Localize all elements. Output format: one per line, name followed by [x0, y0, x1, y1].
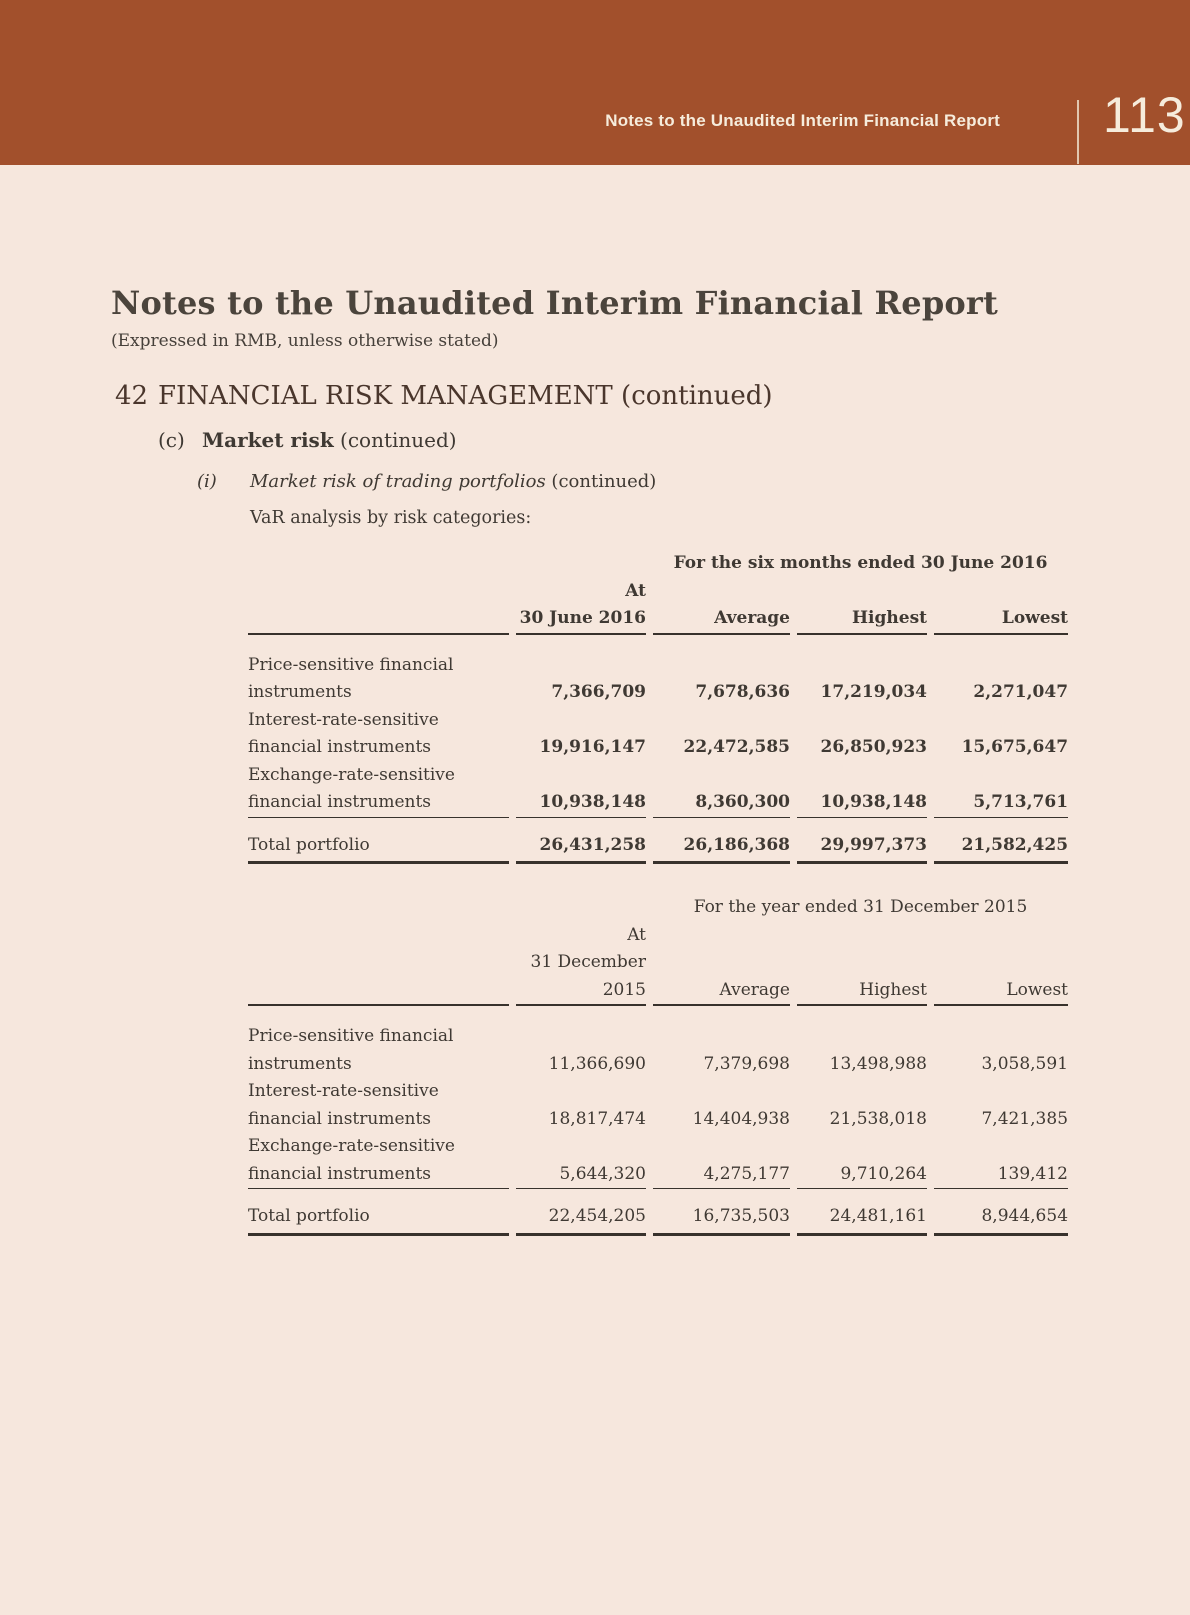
table-intro-text: VaR analysis by risk categories:	[250, 508, 532, 528]
period-label: For the six months ended 30 June 2016	[673, 553, 1048, 573]
total-value-cell: 26,186,368	[653, 818, 790, 865]
total-row	[248, 1189, 1068, 1236]
at-date-row	[248, 949, 1068, 977]
row-label: financial instruments	[248, 1108, 432, 1129]
section-heading	[158, 381, 773, 411]
table-row	[248, 762, 1068, 790]
value-cell: 18,817,474	[548, 1108, 646, 1129]
subsection-c-heading	[202, 428, 457, 452]
value-cell: 26,850,923	[820, 737, 927, 757]
value-cell: 5,644,320	[516, 1161, 646, 1190]
value-cell: 8,360,300	[653, 789, 790, 818]
column-header-row	[248, 605, 1068, 635]
value-cell: 21,538,018	[829, 1108, 927, 1129]
value-cell: 10,938,148	[516, 789, 646, 818]
column-header-average: Average	[653, 605, 790, 635]
running-header-title: Notes to the Unaudited Interim Financial Report	[605, 111, 1000, 130]
header-band	[0, 0, 1190, 165]
period-row	[248, 894, 1068, 922]
column-header-lowest: Lowest	[934, 977, 1068, 1007]
table-row	[248, 1023, 1068, 1051]
total-value-cell: 16,735,503	[653, 1189, 790, 1236]
value-cell: 5,713,761	[934, 789, 1068, 818]
value-cell: 17,219,034	[820, 682, 927, 702]
row-label: instruments	[248, 682, 352, 702]
column-header-date: 30 June 2016	[516, 605, 646, 635]
total-row	[248, 818, 1068, 865]
value-cell: 7,379,698	[703, 1053, 790, 1074]
table-row	[248, 1106, 1068, 1134]
column-header-date-line2: 2015	[516, 977, 646, 1007]
section-title-text: FINANCIAL RISK MANAGEMENT	[158, 381, 613, 411]
total-value-cell: 22,454,205	[516, 1189, 646, 1236]
subsection-c-title: Market risk	[202, 428, 334, 452]
section-number: 42	[115, 381, 149, 411]
subsection-i-title: Market risk of trading portfolios	[250, 471, 546, 492]
column-header-highest: Highest	[797, 977, 927, 1007]
row-label: Price-sensitive financial	[248, 1026, 454, 1046]
total-value-cell: 21,582,425	[934, 818, 1068, 865]
subsection-i-continued: (continued)	[545, 471, 657, 492]
row-label: financial instruments	[248, 789, 509, 818]
value-cell: 13,498,988	[829, 1053, 927, 1074]
value-cell: 14,404,938	[692, 1108, 790, 1129]
table-row	[248, 652, 1068, 680]
period-row	[248, 550, 1068, 578]
column-header-row	[248, 977, 1068, 1007]
table-row	[248, 679, 1068, 707]
column-header-average: Average	[653, 977, 790, 1007]
column-header-date-line1: 31 December	[530, 952, 646, 972]
column-header-at: At	[625, 580, 646, 601]
value-cell: 7,421,385	[981, 1108, 1069, 1129]
section-continued-text: (continued)	[612, 381, 773, 411]
var-table-2015	[241, 894, 1075, 1236]
table-row	[248, 1161, 1068, 1190]
column-header-highest: Highest	[797, 605, 927, 635]
row-label: instruments	[248, 1053, 352, 1074]
var-table-2016	[241, 550, 1075, 864]
table-row	[248, 1078, 1068, 1106]
at-row	[248, 578, 1068, 606]
subsection-i-label: (i)	[197, 471, 217, 492]
table-row	[248, 707, 1068, 735]
value-cell: 139,412	[934, 1161, 1068, 1190]
value-cell: 10,938,148	[797, 789, 927, 818]
row-label: financial instruments	[248, 737, 432, 757]
column-header-at: At	[627, 924, 646, 945]
total-label: Total portfolio	[248, 1189, 509, 1236]
value-cell: 2,271,047	[973, 682, 1069, 702]
total-value-cell: 24,481,161	[797, 1189, 927, 1236]
document-subtitle: (Expressed in RMB, unless otherwise stated)	[111, 331, 499, 351]
value-cell: 4,275,177	[653, 1161, 790, 1190]
page-number: 113	[1103, 87, 1186, 143]
at-row	[248, 922, 1068, 950]
period-label: For the year ended 31 December 2015	[693, 897, 1028, 917]
value-cell: 9,710,264	[797, 1161, 927, 1190]
value-cell: 7,366,709	[551, 682, 646, 702]
total-value-cell: 8,944,654	[934, 1189, 1068, 1236]
total-value-cell: 29,997,373	[797, 818, 927, 865]
value-cell: 7,678,636	[695, 682, 790, 702]
table-row	[248, 789, 1068, 818]
subsection-c-label: (c)	[158, 428, 185, 452]
table-row	[248, 1051, 1068, 1079]
table-row	[248, 1133, 1068, 1161]
value-cell: 22,472,585	[683, 737, 790, 757]
value-cell: 15,675,647	[961, 737, 1069, 757]
row-label: Interest-rate-sensitive	[248, 709, 439, 730]
total-value-cell: 26,431,258	[516, 818, 646, 865]
row-label: Exchange-rate-sensitive	[248, 1136, 455, 1156]
row-label: financial instruments	[248, 1161, 509, 1190]
row-label: Exchange-rate-sensitive	[248, 764, 455, 785]
row-label: Price-sensitive financial	[248, 654, 454, 675]
value-cell: 19,916,147	[539, 737, 646, 757]
document-title: Notes to the Unaudited Interim Financial Report	[111, 284, 998, 322]
subsection-c-continued: (continued)	[333, 428, 457, 452]
value-cell: 11,366,690	[548, 1053, 646, 1074]
value-cell: 3,058,591	[981, 1053, 1069, 1074]
subsection-i-heading	[250, 471, 656, 492]
column-header-lowest: Lowest	[934, 605, 1068, 635]
row-label: Interest-rate-sensitive	[248, 1081, 439, 1101]
header-divider	[1077, 100, 1079, 164]
table-row	[248, 734, 1068, 762]
total-label: Total portfolio	[248, 818, 509, 865]
